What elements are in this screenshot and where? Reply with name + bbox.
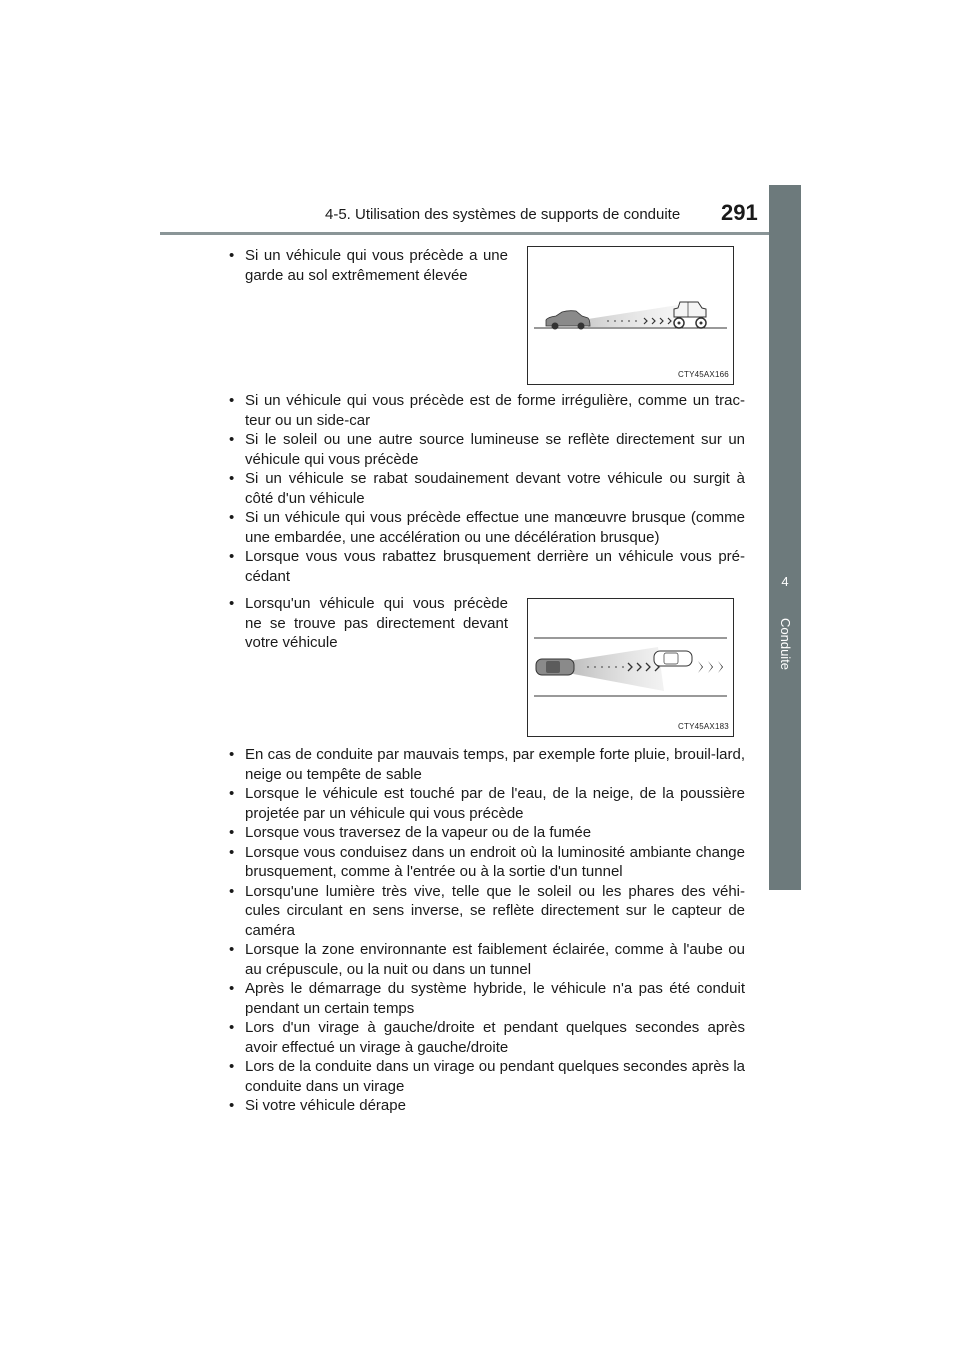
- list-item: • Lors d'un virage à gauche/droite et pendant quelques secondes après avoir effectué un virage à gauche/droite: [225, 1018, 745, 1057]
- bullet-list-3: [225, 594, 508, 653]
- camera-beam: [588, 305, 678, 327]
- chapter-label: Conduite: [778, 618, 793, 671]
- illustration-high-clearance-vehicle: [527, 246, 734, 385]
- bullet-list-2: [225, 391, 745, 586]
- list-item: • Lorsqu'une lumière très vive, telle que le soleil ou les phares des véhi-cules circulant en sens inverse, se reflète directement sur le capteur de caméra: [225, 882, 745, 941]
- list-item: • Lorsqu'un véhicule qui vous précède ne se trouve pas directement devant votre véhicule: [225, 594, 508, 653]
- list-item: • Si le soleil ou une autre source lumineuse se reflète directement sur un véhicule qui vous précède: [225, 430, 745, 469]
- figure-code-2: CTY45AX183: [678, 722, 729, 731]
- high-clearance-diagram: [528, 247, 733, 384]
- list-item: • Lorsque vous traversez de la vapeur ou de la fumée: [225, 823, 745, 843]
- bullet-list-4: [225, 745, 745, 1116]
- list-item: • Si un véhicule qui vous précède est de forme irrégulière, comme un trac-teur ou un side-car: [225, 391, 745, 430]
- preceding-vehicle-icon: [654, 651, 692, 666]
- header-divider: [160, 232, 800, 235]
- chapter-number: 4: [781, 574, 789, 589]
- list-item: • Lorsque vous vous rabattez brusquement derrière un véhicule vous pré-cédant: [225, 547, 745, 586]
- section-title: 4-5. Utilisation des systèmes de supports de conduite: [325, 206, 681, 223]
- high-clearance-vehicle-icon: [674, 302, 706, 328]
- list-item: • Après le démarrage du système hybride, le véhicule n'a pas été conduit pendant un certain temps: [225, 979, 745, 1018]
- list-item: • Si un véhicule qui vous précède a une garde au sol extrêmement élevée: [225, 246, 508, 285]
- camera-beam: [568, 647, 664, 691]
- list-item: • Lors de la conduite dans un virage ou pendant quelques secondes après la conduite dans un virage: [225, 1057, 745, 1096]
- list-item: • Si votre véhicule dérape: [225, 1096, 745, 1116]
- page-number: 291: [721, 200, 758, 225]
- list-item: • Si un véhicule se rabat soudainement devant votre véhicule ou surgit à côté d'un véhicule: [225, 469, 745, 508]
- bullet-list-1: [225, 246, 508, 285]
- list-item: • Lorsque vous conduisez dans un endroit où la luminosité ambiante change brusquement, comme à l'entrée ou à la sortie d'un tunnel: [225, 843, 745, 882]
- list-item: • Si un véhicule qui vous précède effectue une manœuvre brusque (comme une embardée, une accélération ou une décélération brusque): [225, 508, 745, 547]
- list-item: • En cas de conduite par mauvais temps, par exemple forte pluie, brouil-lard, neige ou tempête de sable: [225, 745, 745, 784]
- list-item: • Lorsque la zone environnante est faiblement éclairée, comme à l'aube ou au crépuscule, ou la nuit ou dans un tunnel: [225, 940, 745, 979]
- figure-code-1: CTY45AX166: [678, 370, 729, 379]
- list-item: • Lorsque le véhicule est touché par de l'eau, de la neige, de la poussière projetée par un véhicule qui vous précède: [225, 784, 745, 823]
- offset-vehicle-diagram: [528, 599, 733, 736]
- illustration-offset-vehicle: [527, 598, 734, 737]
- own-car-icon: [536, 659, 574, 675]
- chapter-side-tab: [769, 185, 801, 890]
- own-car-icon: [546, 311, 590, 330]
